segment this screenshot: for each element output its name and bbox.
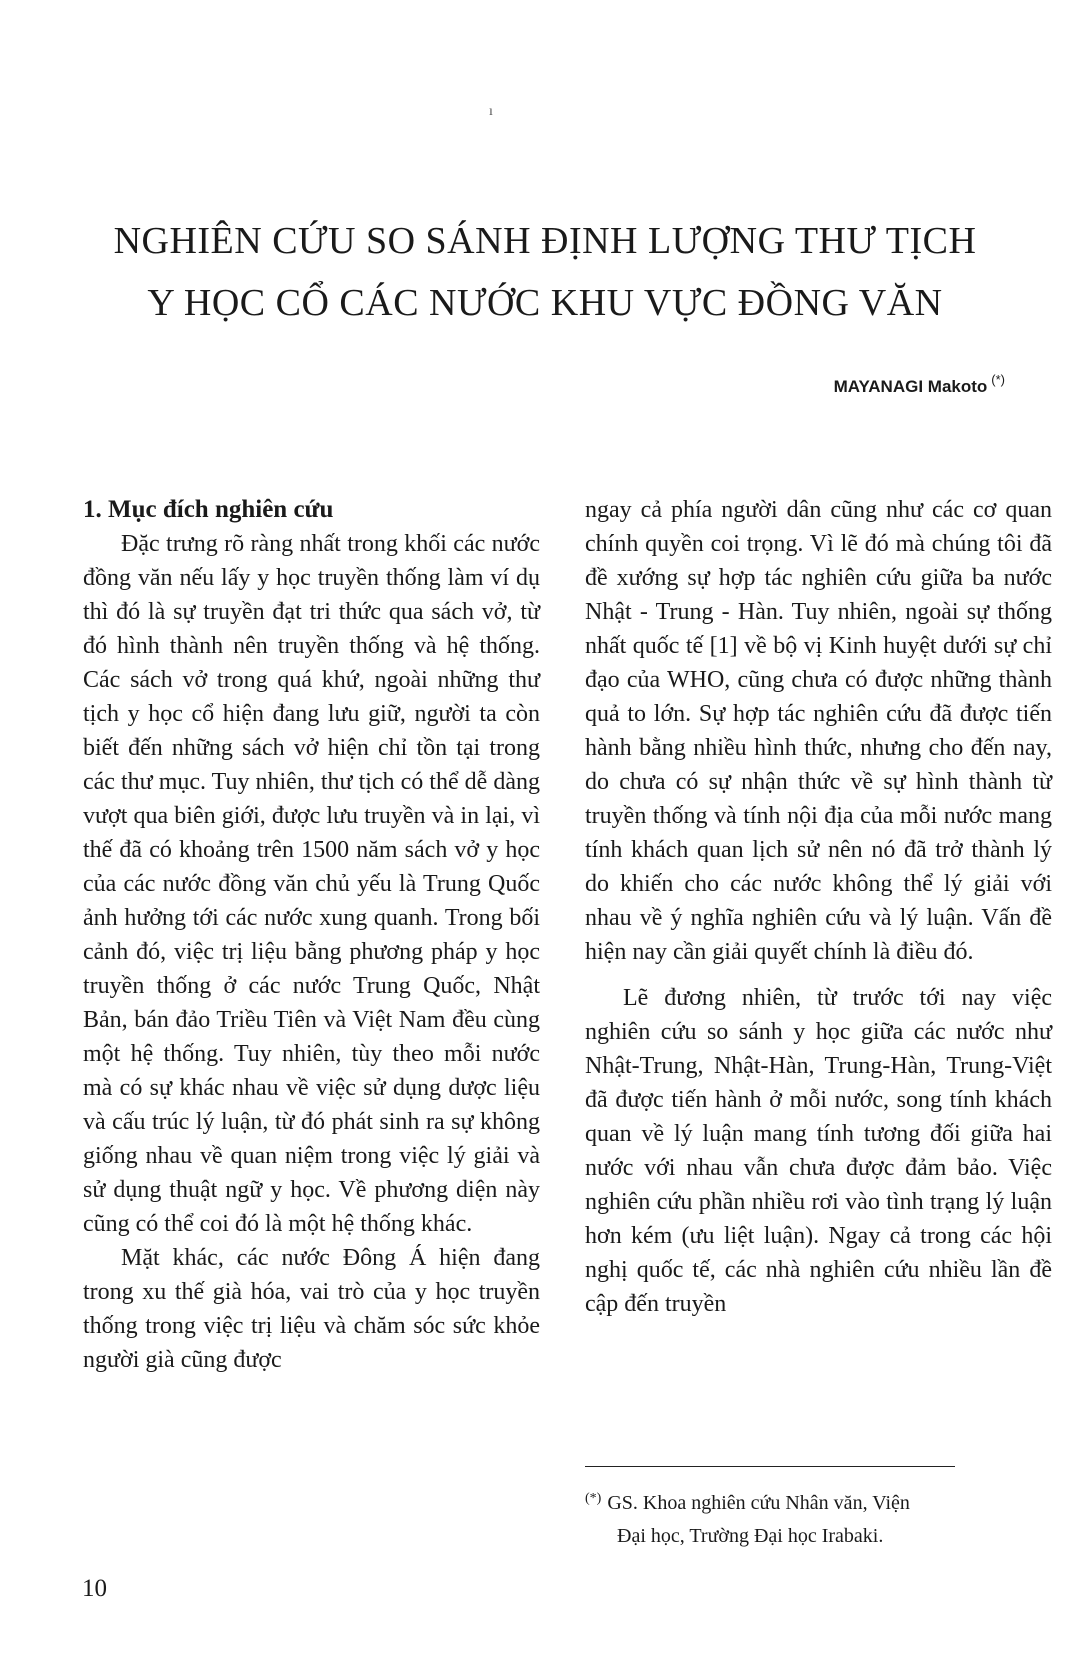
paragraph-3: ngay cả phía người dân cũng như các cơ quan chính quyền coi trọng. Vì lẽ đó mà chúng tôi đã đề xướng sự hợp tác nghiên cứu giữa ba nước Nhật - Trung - Hàn. Tuy nhiên, ngoài sự thống nhất quốc tế [1] về bộ vị Kinh huyệt dưới sự chỉ đạo của WHO, cũng chưa có được những thành quả to lớn. Sự hợp tác nghiên cứu đã được tiến hành bằng nhiều hình thức, nhưng cho đến nay, do chưa có sự nhận thức về sự hình thành từ truyền thống và tính nội địa của mỗi nước mang tính khách quan lịch sử nên nó đã trở thành lý do khiến cho các nước không thể lý giải với nhau về ý nghĩa nghiên cứu và lý luận. Vấn đề hiện nay cần giải quyết chính là điều đó.	[585, 497, 1052, 965]
footnote-line-1: GS. Khoa nghiên cứu Nhân văn, Viện	[607, 1492, 910, 1514]
paragraph-1: Đặc trưng rõ ràng nhất trong khối các nước đồng văn nếu lấy y học truyền thống làm ví dụ thì đó là sự truyền đạt tri thức qua sách vở, từ đó hình thành nên truyền thống và hệ thống. Các sách vở trong quá khứ, ngoài những thư tịch y học cổ hiện đang lưu giữ, người ta còn biết đến những sách vở hiện chỉ tồn tại trong các thư mục. Tuy nhiên, thư tịch có thể dễ dàng vượt qua biên giới, được lưu truyền và in lại, vì thế đã có khoảng trên 1500 năm sách vở y học của các nước đồng văn chủ yếu là Trung Quốc ảnh hưởng tới các nước xung quanh. Trong bối cảnh đó, việc trị liệu bằng phương pháp y học truyền thống ở các nước Trung Quốc, Nhật Bản, bán đảo Triều Tiên và Việt Nam đều cùng một hệ thống. Tuy nhiên, tùy theo mỗi nước mà có sự khác nhau về việc sử dụng dược liệu và cấu trúc lý luận, từ đó phát sinh ra sự không giống nhau về quan niệm trong việc lý giải và sử dụng thuật ngữ y học. Về phương diện này cũng có thể coi đó là một hệ thống khác.	[83, 531, 540, 1237]
author-footnote-mark: (*)	[991, 372, 1005, 387]
article-title	[60, 210, 1030, 334]
footnote-mark: (*)	[585, 1491, 602, 1506]
footnote	[585, 1482, 1050, 1553]
paragraph-4: Lẽ đương nhiên, từ trước tới nay việc nghiên cứu so sánh y học giữa các nước như Nhật-Trung, Nhật-Hàn, Trung-Hàn, Trung-Việt đã được tiến hành ở mỗi nước, song tính khách quan về lý luận mang tính tương đối giữa hai nước với nhau vẫn chưa được đảm bảo. Việc nghiên cứu phần nhiều rơi vào tình trạng lý luận hơn kém (ưu liệt luận). Ngay cả trong các hội nghị quốc tế, các nhà nghiên cứu nhiều lần đề cập đến truyền	[585, 985, 1052, 1317]
stray-mark: ı	[489, 104, 493, 119]
footnote-divider	[585, 1466, 955, 1467]
footnote-line-2: Đại học, Trường Đại học Irabaki.	[617, 1525, 884, 1547]
section-heading: 1. Mục đích nghiên cứu	[83, 496, 334, 523]
paragraph-2: Mặt khác, các nước Đông Á hiện đang trong xu thế già hóa, vai trò của y học truyền thống trong việc trị liệu và chăm sóc sức khỏe người già cũng được	[83, 1245, 540, 1373]
right-column	[585, 493, 1052, 1321]
title-line-2: Y HỌC CỔ CÁC NƯỚC KHU VỰC ĐỒNG VĂN	[147, 282, 943, 324]
author-byline	[834, 372, 1005, 397]
page-number: 10	[82, 1575, 107, 1602]
left-column	[83, 493, 540, 1377]
title-line-1: NGHIÊN CỨU SO SÁNH ĐỊNH LƯỢNG THƯ TỊCH	[113, 220, 977, 262]
author-name: MAYANAGI Makoto	[833, 377, 988, 396]
